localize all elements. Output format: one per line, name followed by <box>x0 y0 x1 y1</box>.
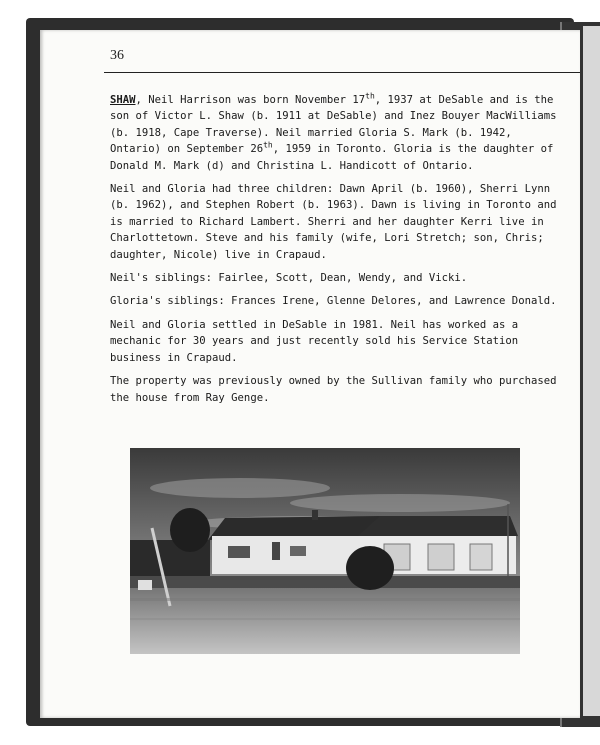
paragraph-settled: Neil and Gloria settled in DeSable in 1981. Neil has worked as a mechanic for 30 years and just recently sold his Service Station business in Crapaud. <box>110 318 519 364</box>
house-photo <box>130 448 520 654</box>
paragraph-intro <box>110 92 565 174</box>
body-text <box>110 92 565 413</box>
header-rule <box>104 72 580 73</box>
ordinal-suffix: th <box>263 140 273 150</box>
paragraph-neil-siblings: Neil's siblings: Fairlee, Scott, Dean, Wendy, and Vicki. <box>110 272 468 285</box>
intro-text-b: , 1937 at DeSable and is the son of Victor L. Shaw (b. 1911 at DeSable) and Inez Bouyer MacWilliams (b. 1918, Cape Traverse). Neil married Gloria S. Mark (b. 1942, Ontario) on September 26 <box>110 94 557 156</box>
document-page <box>40 30 580 718</box>
intro-text-c: , 1959 in Toronto. Gloria is the daughter of Donald M. Mark (d) and Christina L. Handicott of Ontario. <box>110 143 554 172</box>
intro-text-a: , Neil Harrison was born November 17 <box>135 94 366 106</box>
paragraph-children: Neil and Gloria had three children: Dawn April (b. 1960), Sherri Lynn (b. 1962), and Stephen Robert (b. 1963). Dawn is living in Toronto and is married to Richard Lambert. Sherri and her daughter Kerri live in Charlottetown. Steve and his family (wife, Lori Stretch; son, Chris; daughter, Nicole) live in Crapaud. <box>110 183 557 261</box>
page-number: 36 <box>110 48 124 63</box>
ordinal-suffix: th <box>365 91 375 101</box>
house-photo-image <box>130 448 520 654</box>
surname-heading: SHAW <box>110 94 136 106</box>
paragraph-gloria-siblings: Gloria's siblings: Frances Irene, Glenne Delores, and Lawrence Donald. <box>110 295 557 308</box>
next-page-edge <box>583 26 600 716</box>
paragraph-property: The property was previously owned by the Sullivan family who purchased the house from Ray Genge. <box>110 375 557 404</box>
